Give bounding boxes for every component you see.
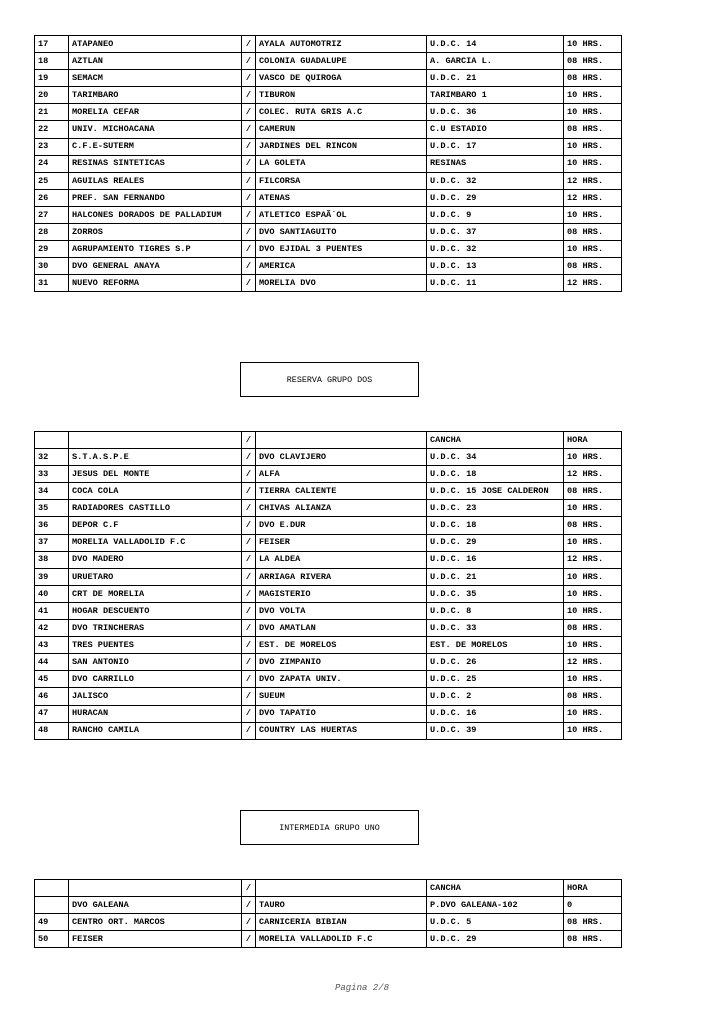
match-number-cell: 46 [35,688,69,705]
away-team-cell: COLONIA GUADALUPE [256,53,427,70]
home-team-cell: CRT DE MORELIA [69,585,242,602]
away-team-cell: TIBURON [256,87,427,104]
versus-separator-cell: / [242,671,256,688]
versus-separator-cell: / [242,500,256,517]
away-team-cell: MORELIA VALLADOLID F.C [256,931,427,948]
table-header-row [35,432,622,449]
table-row [35,688,622,705]
versus-separator-cell: / [242,206,256,223]
time-cell: 08 HRS. [564,483,622,500]
home-team-cell: DVO GENERAL ANAYA [69,258,242,275]
home-team-cell: UNIV. MICHOACANA [69,121,242,138]
table-row [35,705,622,722]
away-team-cell: MORELIA DVO [256,275,427,292]
table-row [35,931,622,948]
time-cell: 10 HRS. [564,534,622,551]
table-row [35,258,622,275]
schedule-table-1-body [35,36,622,292]
versus-separator-cell: / [242,104,256,121]
header-team-b [256,432,427,449]
versus-separator-cell: / [242,275,256,292]
field-cell: U.D.C. 36 [427,104,564,121]
table-row [35,517,622,534]
schedule-table-2-body [35,432,622,740]
table-row [35,483,622,500]
table-row [35,224,622,241]
table-row [35,551,622,568]
table-row [35,104,622,121]
away-team-cell: LA GOLETA [256,155,427,172]
field-cell: U.D.C. 32 [427,172,564,189]
time-cell: 10 HRS. [564,568,622,585]
versus-separator-cell: / [242,241,256,258]
field-cell: U.D.C. 16 [427,705,564,722]
versus-separator-cell: / [242,36,256,53]
field-cell: U.D.C. 18 [427,466,564,483]
match-number-cell: 37 [35,534,69,551]
schedule-table-2 [34,431,622,740]
home-team-cell: ATAPANEO [69,36,242,53]
time-cell: 10 HRS. [564,671,622,688]
field-cell: U.D.C. 39 [427,722,564,739]
table-row [35,241,622,258]
table-row [35,568,622,585]
match-number-cell: 19 [35,70,69,87]
table-row [35,914,622,931]
versus-separator-cell: / [242,121,256,138]
home-team-cell: AZTLAN [69,53,242,70]
away-team-cell: ATENAS [256,189,427,206]
versus-separator-cell: / [242,705,256,722]
field-cell: U.D.C. 8 [427,602,564,619]
match-number-cell: 24 [35,155,69,172]
field-cell: U.D.C. 26 [427,654,564,671]
field-cell: U.D.C. 5 [427,914,564,931]
field-cell: U.D.C. 33 [427,620,564,637]
versus-separator-cell: / [242,155,256,172]
table-row [35,620,622,637]
away-team-cell: SUEUM [256,688,427,705]
home-team-cell: TRES PUENTES [69,637,242,654]
home-team-cell: MORELIA CEFAR [69,104,242,121]
match-number-cell: 22 [35,121,69,138]
field-cell: U.D.C. 35 [427,585,564,602]
time-cell: 10 HRS. [564,206,622,223]
home-team-cell: HALCONES DORADOS DE PALLADIUM [69,206,242,223]
field-cell: U.D.C. 17 [427,138,564,155]
field-cell: U.D.C. 37 [427,224,564,241]
match-number-cell: 20 [35,87,69,104]
time-cell: 10 HRS. [564,241,622,258]
time-cell: 0 [564,897,622,914]
away-team-cell: EST. DE MORELOS [256,637,427,654]
away-team-cell: TIERRA CALIENTE [256,483,427,500]
away-team-cell: MAGISTERIO [256,585,427,602]
table-row [35,172,622,189]
time-cell: 12 HRS. [564,551,622,568]
time-cell: 10 HRS. [564,155,622,172]
field-cell: U.D.C. 25 [427,671,564,688]
time-cell: 10 HRS. [564,705,622,722]
away-team-cell: CHIVAS ALIANZA [256,500,427,517]
table-row [35,36,622,53]
away-team-cell: DVO SANTIAGUITO [256,224,427,241]
match-number-cell: 23 [35,138,69,155]
match-number-cell: 26 [35,189,69,206]
home-team-cell: PREF. SAN FERNANDO [69,189,242,206]
header-separator: / [242,880,256,897]
away-team-cell: TAURO [256,897,427,914]
time-cell: 10 HRS. [564,104,622,121]
match-number-cell: 49 [35,914,69,931]
table-row [35,189,622,206]
time-cell: 08 HRS. [564,517,622,534]
versus-separator-cell: / [242,189,256,206]
field-cell: U.D.C. 29 [427,931,564,948]
table-row [35,602,622,619]
away-team-cell: LA ALDEA [256,551,427,568]
table-row [35,206,622,223]
table-row [35,449,622,466]
table-row [35,585,622,602]
away-team-cell: COLEC. RUTA GRIS A.C [256,104,427,121]
match-number-cell: 28 [35,224,69,241]
time-cell: 10 HRS. [564,449,622,466]
match-number-cell: 30 [35,258,69,275]
field-cell: P.DVO GALEANA-102 [427,897,564,914]
header-cancha: CANCHA [427,880,564,897]
table-row [35,671,622,688]
match-number-cell: 32 [35,449,69,466]
header-cancha: CANCHA [427,432,564,449]
home-team-cell: HOGAR DESCUENTO [69,602,242,619]
time-cell: 08 HRS. [564,53,622,70]
table-row [35,138,622,155]
match-number-cell: 42 [35,620,69,637]
match-number-cell: 18 [35,53,69,70]
header-team-b [256,880,427,897]
field-cell: U.D.C. 18 [427,517,564,534]
match-number-cell: 45 [35,671,69,688]
field-cell: C.U ESTADIO [427,121,564,138]
versus-separator-cell: / [242,258,256,275]
home-team-cell: COCA COLA [69,483,242,500]
versus-separator-cell: / [242,87,256,104]
time-cell: 08 HRS. [564,224,622,241]
field-cell: U.D.C. 15 JOSE CALDERON [427,483,564,500]
field-cell: RESINAS [427,155,564,172]
versus-separator-cell: / [242,449,256,466]
field-cell: U.D.C. 21 [427,568,564,585]
field-cell: TARIMBARO 1 [427,87,564,104]
table-row [35,466,622,483]
field-cell: U.D.C. 14 [427,36,564,53]
away-team-cell: CARNICERIA BIBIAN [256,914,427,931]
time-cell: 08 HRS. [564,258,622,275]
match-number-cell: 50 [35,931,69,948]
away-team-cell: COUNTRY LAS HUERTAS [256,722,427,739]
table-row [35,500,622,517]
home-team-cell: RESINAS SINTETICAS [69,155,242,172]
time-cell: 12 HRS. [564,275,622,292]
away-team-cell: DVO EJIDAL 3 PUENTES [256,241,427,258]
match-number-cell: 29 [35,241,69,258]
versus-separator-cell: / [242,602,256,619]
versus-separator-cell: / [242,637,256,654]
match-number-cell: 25 [35,172,69,189]
home-team-cell: HURACAN [69,705,242,722]
versus-separator-cell: / [242,931,256,948]
time-cell: 12 HRS. [564,466,622,483]
time-cell: 08 HRS. [564,121,622,138]
header-team-a [69,432,242,449]
away-team-cell: AYALA AUTOMOTRIZ [256,36,427,53]
home-team-cell: AGRUPAMIENTO TIGRES S.P [69,241,242,258]
time-cell: 10 HRS. [564,138,622,155]
away-team-cell: ALFA [256,466,427,483]
table-row [35,275,622,292]
time-cell: 08 HRS. [564,620,622,637]
match-number-cell: 44 [35,654,69,671]
home-team-cell: DVO MADERO [69,551,242,568]
field-cell: U.D.C. 11 [427,275,564,292]
table-header-row [35,880,622,897]
field-cell: U.D.C. 23 [427,500,564,517]
away-team-cell: DVO AMATLAN [256,620,427,637]
versus-separator-cell: / [242,897,256,914]
versus-separator-cell: / [242,914,256,931]
versus-separator-cell: / [242,466,256,483]
versus-separator-cell: / [242,138,256,155]
away-team-cell: AMERICA [256,258,427,275]
time-cell: 10 HRS. [564,87,622,104]
header-hora: HORA [564,880,622,897]
match-number-cell: 48 [35,722,69,739]
time-cell: 08 HRS. [564,688,622,705]
match-number-cell: 31 [35,275,69,292]
home-team-cell: FEISER [69,931,242,948]
versus-separator-cell: / [242,517,256,534]
table-row [35,53,622,70]
home-team-cell: JESUS DEL MONTE [69,466,242,483]
versus-separator-cell: / [242,224,256,241]
field-cell: U.D.C. 13 [427,258,564,275]
section-title-text: INTERMEDIA GRUPO UNO [279,822,380,833]
time-cell: 10 HRS. [564,36,622,53]
match-number-cell: 40 [35,585,69,602]
field-cell: U.D.C. 16 [427,551,564,568]
away-team-cell: JARDINES DEL RINCON [256,138,427,155]
header-team-a [69,880,242,897]
match-number-cell: 17 [35,36,69,53]
time-cell: 10 HRS. [564,602,622,619]
field-cell: U.D.C. 2 [427,688,564,705]
versus-separator-cell: / [242,551,256,568]
field-cell: U.D.C. 9 [427,206,564,223]
match-number-cell: 43 [35,637,69,654]
match-number-cell: 33 [35,466,69,483]
match-number-cell: 36 [35,517,69,534]
away-team-cell: VASCO DE QUIROGA [256,70,427,87]
versus-separator-cell: / [242,483,256,500]
versus-separator-cell: / [242,53,256,70]
versus-separator-cell: / [242,70,256,87]
match-number-cell [35,897,69,914]
away-team-cell: FILCORSA [256,172,427,189]
time-cell: 10 HRS. [564,500,622,517]
table-row [35,87,622,104]
home-team-cell: RANCHO CAMILA [69,722,242,739]
table-row [35,534,622,551]
time-cell: 10 HRS. [564,585,622,602]
versus-separator-cell: / [242,568,256,585]
field-cell: U.D.C. 21 [427,70,564,87]
away-team-cell: ARRIAGA RIVERA [256,568,427,585]
home-team-cell: ZORROS [69,224,242,241]
section-title-intermedia-grupo-uno [240,810,419,845]
field-cell: A. GARCIA L. [427,53,564,70]
match-number-cell: 41 [35,602,69,619]
versus-separator-cell: / [242,654,256,671]
header-num [35,880,69,897]
match-number-cell: 38 [35,551,69,568]
time-cell: 08 HRS. [564,914,622,931]
home-team-cell: URUETARO [69,568,242,585]
home-team-cell: SEMACM [69,70,242,87]
match-number-cell: 35 [35,500,69,517]
away-team-cell: ATLETICO ESPAÃ`OL [256,206,427,223]
home-team-cell: DVO GALEANA [69,897,242,914]
home-team-cell: DEPOR C.F [69,517,242,534]
time-cell: 08 HRS. [564,931,622,948]
header-separator: / [242,432,256,449]
home-team-cell: NUEVO REFORMA [69,275,242,292]
match-number-cell: 47 [35,705,69,722]
home-team-cell: JALISCO [69,688,242,705]
versus-separator-cell: / [242,688,256,705]
match-number-cell: 21 [35,104,69,121]
away-team-cell: DVO ZAPATA UNIV. [256,671,427,688]
field-cell: EST. DE MORELOS [427,637,564,654]
field-cell: U.D.C. 29 [427,189,564,206]
home-team-cell: CENTRO ORT. MARCOS [69,914,242,931]
home-team-cell: S.T.A.S.P.E [69,449,242,466]
away-team-cell: DVO TAPATIO [256,705,427,722]
versus-separator-cell: / [242,585,256,602]
match-number-cell: 27 [35,206,69,223]
home-team-cell: SAN ANTONIO [69,654,242,671]
time-cell: 10 HRS. [564,637,622,654]
home-team-cell: DVO TRINCHERAS [69,620,242,637]
home-team-cell: TARIMBARO [69,87,242,104]
table-row [35,654,622,671]
home-team-cell: DVO CARRILLO [69,671,242,688]
time-cell: 08 HRS. [564,70,622,87]
time-cell: 12 HRS. [564,172,622,189]
versus-separator-cell: / [242,620,256,637]
away-team-cell: DVO CLAVIJERO [256,449,427,466]
home-team-cell: MORELIA VALLADOLID F.C [69,534,242,551]
away-team-cell: DVO ZIMPANIO [256,654,427,671]
table-row [35,155,622,172]
field-cell: U.D.C. 29 [427,534,564,551]
time-cell: 12 HRS. [564,189,622,206]
match-number-cell: 34 [35,483,69,500]
match-number-cell: 39 [35,568,69,585]
header-num [35,432,69,449]
home-team-cell: AGUILAS REALES [69,172,242,189]
section-title-reserva-grupo-dos [240,362,419,397]
table-row [35,637,622,654]
section-title-text: RESERVA GRUPO DOS [286,374,373,385]
table-row [35,121,622,138]
field-cell: U.D.C. 32 [427,241,564,258]
table-row [35,70,622,87]
versus-separator-cell: / [242,534,256,551]
away-team-cell: CAMERUN [256,121,427,138]
home-team-cell: RADIADORES CASTILLO [69,500,242,517]
page-number: Pagina 2/8 [334,983,389,993]
time-cell: 10 HRS. [564,722,622,739]
versus-separator-cell: / [242,172,256,189]
schedule-table-3-body [35,880,622,948]
schedule-table-3 [34,879,622,948]
table-row [35,897,622,914]
versus-separator-cell: / [242,722,256,739]
time-cell: 12 HRS. [564,654,622,671]
home-team-cell: C.F.E-SUTERM [69,138,242,155]
field-cell: U.D.C. 34 [427,449,564,466]
away-team-cell: FEISER [256,534,427,551]
away-team-cell: DVO VOLTA [256,602,427,619]
schedule-table-1 [34,35,622,292]
away-team-cell: DVO E.DUR [256,517,427,534]
table-row [35,722,622,739]
header-hora: HORA [564,432,622,449]
